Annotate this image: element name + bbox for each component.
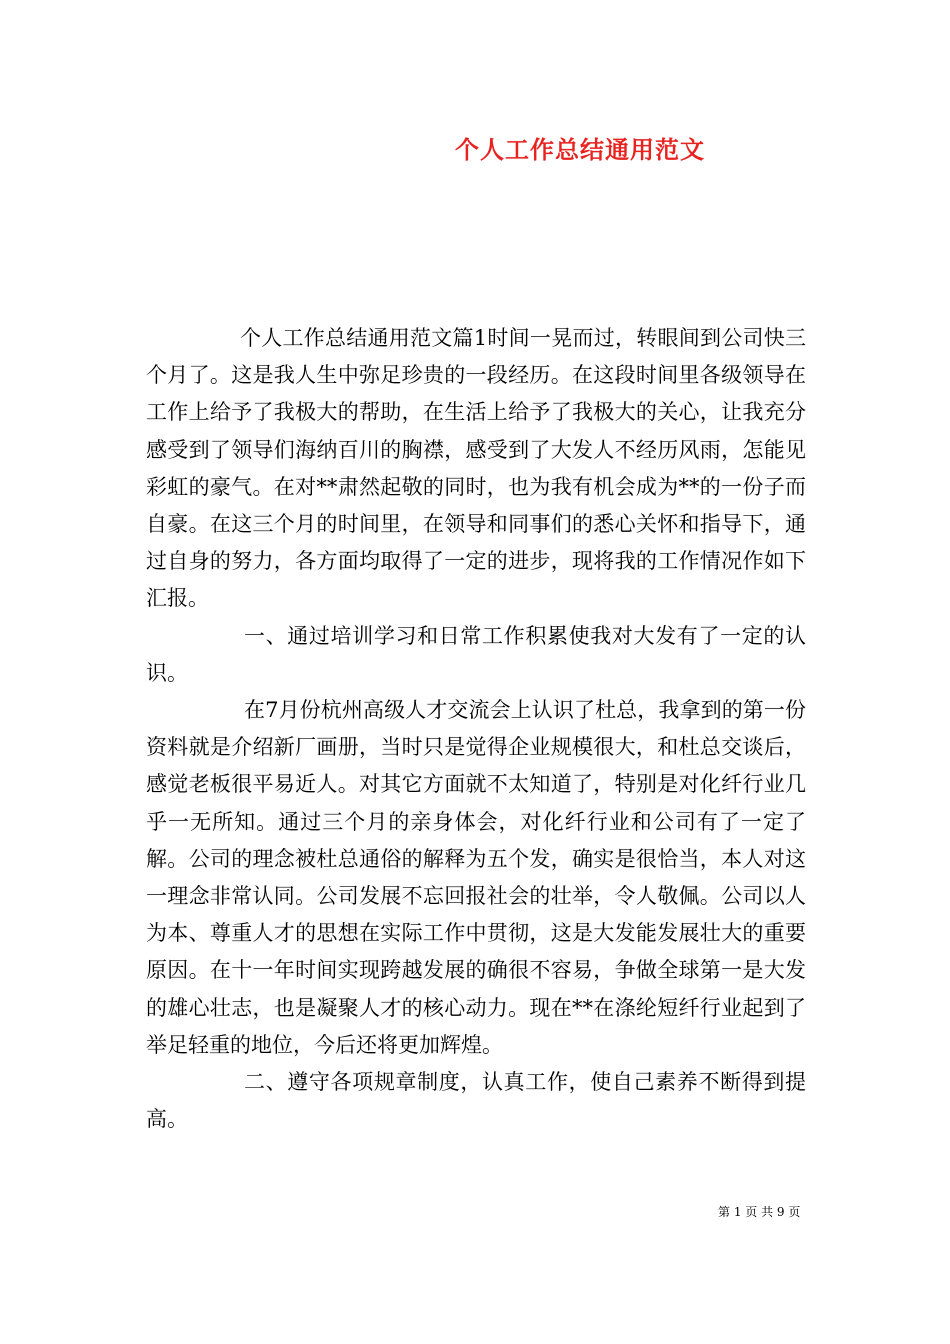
- section-heading-2: 二、遵守各项规章制度，认真工作，使自己素养不断得到提高。: [146, 1070, 806, 1132]
- document-title: 个人工作总结通用范文: [455, 135, 705, 164]
- document-body: [146, 320, 806, 1138]
- page-number: 第 1 页 共 9 页: [718, 1205, 801, 1219]
- body-paragraph-2: 在7月份杭州高级人才交流会上认识了杜总，我拿到的第一份资料就是介绍新厂画册，当时只是觉得企业规模很大，和杜总交谈后，感觉老板很平易近人。对其它方面就不太知道了，特别是对化纤行业几乎一无所知。通过三个月的亲身体会，对化纤行业和公司有了一定了解。公司的理念被杜总通俗的解释为五个发，确实是很恰当，本人对这一理念非常认同。公司发展不忘回报社会的壮举，令人敬佩。公司以人为本、尊重人才的思想在实际工作中贯彻，这是大发能发展壮大的重要原因。在十一年时间实现跨越发展的确很不容易，争做全球第一是大发的雄心壮志，也是凝聚人才的核心动力。现在**在涤纶短纤行业起到了举足轻重的地位，今后还将更加辉煌。: [146, 698, 806, 1057]
- section-heading-1: 一、通过培训学习和日常工作积累使我对大发有了一定的认识。: [146, 623, 806, 685]
- body-paragraph-1: 个人工作总结通用范文篇1时间一晃而过，转眼间到公司快三个月了。这是我人生中弥足珍贵的一段经历。在这段时间里各级领导在工作上给予了我极大的帮助，在生活上给予了我极大的关心，让我充分感受到了领导们海纳百川的胸襟，感受到了大发人不经历风雨，怎能见彩虹的豪气。在对**肃然起敬的同时，也为我有机会成为**的一份子而自豪。在这三个月的时间里，在领导和同事们的悉心关怀和指导下，通过自身的努力，各方面均取得了一定的进步，现将我的工作情况作如下汇报。: [146, 326, 806, 611]
